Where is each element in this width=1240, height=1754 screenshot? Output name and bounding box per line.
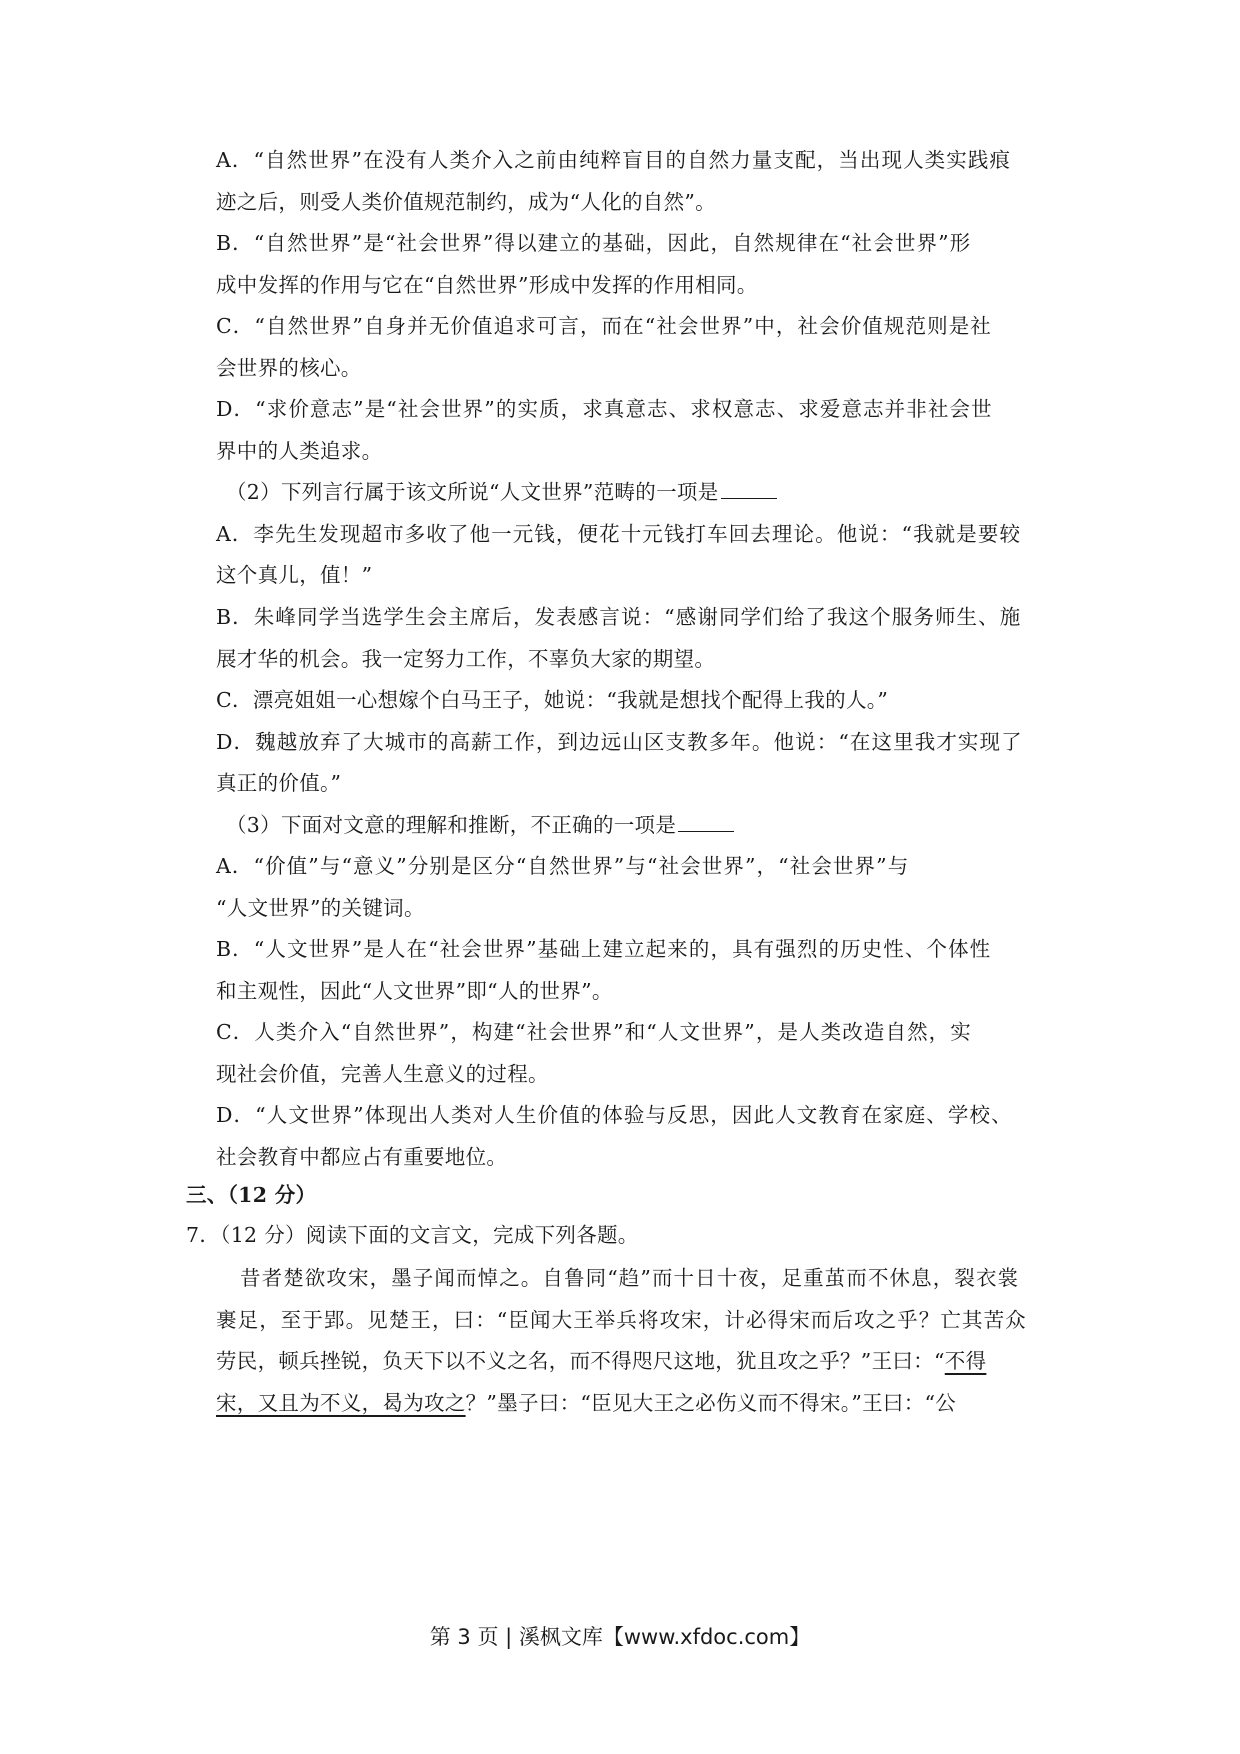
q3-stem: （3）下面对文意的理解和推断，不正确的一项是 <box>226 811 1056 839</box>
passage-line-1: 昔者楚欲攻宋，墨子闻而悼之。自鲁同“趋”而十日十夜，足重茧而不休息，裂衣裳 <box>240 1266 1020 1290</box>
q2-option-d-line2: 真正的价值。” <box>216 771 342 795</box>
q2-stem: （2）下列言行属于该文所说“人文世界”范畴的一项是 <box>226 478 1056 506</box>
q2-option-b-line1: B．朱峰同学当选学生会主席后，发表感言说：“感谢同学们给了我这个服务师生、施 <box>216 605 1022 629</box>
q1-option-d-line1: D．“求价意志”是“社会世界”的实质，求真意志、求权意志、求爱意志并非社会世 <box>216 397 993 421</box>
q3-option-d-line1: D．“人文世界”体现出人类对人生价值的体验与反思，因此人文教育在家庭、学校、 <box>216 1103 1013 1127</box>
q1-option-d-line2: 界中的人类追求。 <box>216 439 383 463</box>
q3-option-b-line1: B．“人文世界”是人在“社会世界”基础上建立起来的，具有强烈的历史性、个体性 <box>216 937 992 961</box>
q1-option-b-line1: B．“自然世界”是“社会世界”得以建立的基础，因此，自然规律在“社会世界”形 <box>216 231 972 255</box>
q7-stem: 7．（12 分）阅读下面的文言文，完成下列各题。 <box>186 1223 639 1247</box>
q3-option-a-line2: “人文世界”的关键词。 <box>216 896 425 920</box>
q2-option-a-line1: A．李先生发现超市多收了他一元钱，便花十元钱打车回去理论。他说：“我就是要较 <box>216 522 1022 546</box>
answer-blank <box>721 480 777 499</box>
q2-option-d-line1: D．魏越放弃了大城市的高薪工作，到边远山区支教多年。他说：“在这里我才实现了 <box>216 730 1023 754</box>
underlined-sentence-part2: 宋，又且为不义，曷为攻之 <box>216 1391 466 1415</box>
q1-option-c-line2: 会世界的核心。 <box>216 356 362 380</box>
q1-option-a-line2: 迹之后，则受人类价值规范制约，成为“人化的自然”。 <box>216 190 716 214</box>
q1-option-b-line2: 成中发挥的作用与它在“自然世界”形成中发挥的作用相同。 <box>216 273 758 297</box>
q2-option-c: C．漂亮姐姐一心想嫁个白马王子，她说：“我就是想找个配得上我的人。” <box>216 688 889 712</box>
q3-option-c-line2: 现社会价值，完善人生意义的过程。 <box>216 1062 549 1086</box>
passage-line-2: 裹足，至于郢。见楚王，曰：“臣闻大王举兵将攻宋，计必得宋而后攻之乎？亡其苦众 <box>216 1308 1027 1332</box>
q3-option-c-line1: C．人类介入“自然世界”，构建“社会世界”和“人文世界”，是人类改造自然，实 <box>216 1020 972 1044</box>
q1-option-a-line1: A．“自然世界”在没有人类介入之前由纯粹盲目的自然力量支配，当出现人类实践痕 <box>216 148 1012 172</box>
page-footer: 第 3 页 | 溪枫文库【www.xfdoc.com】 <box>429 1625 811 1649</box>
underlined-sentence-part1: 不得 <box>944 1349 987 1373</box>
answer-blank <box>678 813 734 832</box>
passage-line-4: 宋，又且为不义，曷为攻之？”墨子曰：“臣见大王之必伤义而不得宋。”王曰：“公 <box>216 1391 957 1415</box>
q2-option-a-line2: 这个真儿，值！” <box>216 563 373 587</box>
q1-option-c-line1: C．“自然世界”自身并无价值追求可言，而在“社会世界”中，社会价值规范则是社 <box>216 314 992 338</box>
q2-option-b-line2: 展才华的机会。我一定努力工作，不辜负大家的期望。 <box>216 647 716 671</box>
section-heading: 三、（12 分） <box>186 1183 317 1207</box>
passage-line-3: 劳民，顿兵挫锐，负天下以不义之名，而不得咫尺这地，犹且攻之乎？”王曰：“不得 <box>216 1349 987 1373</box>
q3-option-b-line2: 和主观性，因此“人文世界”即“人的世界”。 <box>216 979 613 1003</box>
q3-option-d-line2: 社会教育中都应占有重要地位。 <box>216 1145 508 1169</box>
q3-option-a-line1: A．“价值”与“意义”分别是区分“自然世界”与“社会世界”，“社会世界”与 <box>216 854 910 878</box>
